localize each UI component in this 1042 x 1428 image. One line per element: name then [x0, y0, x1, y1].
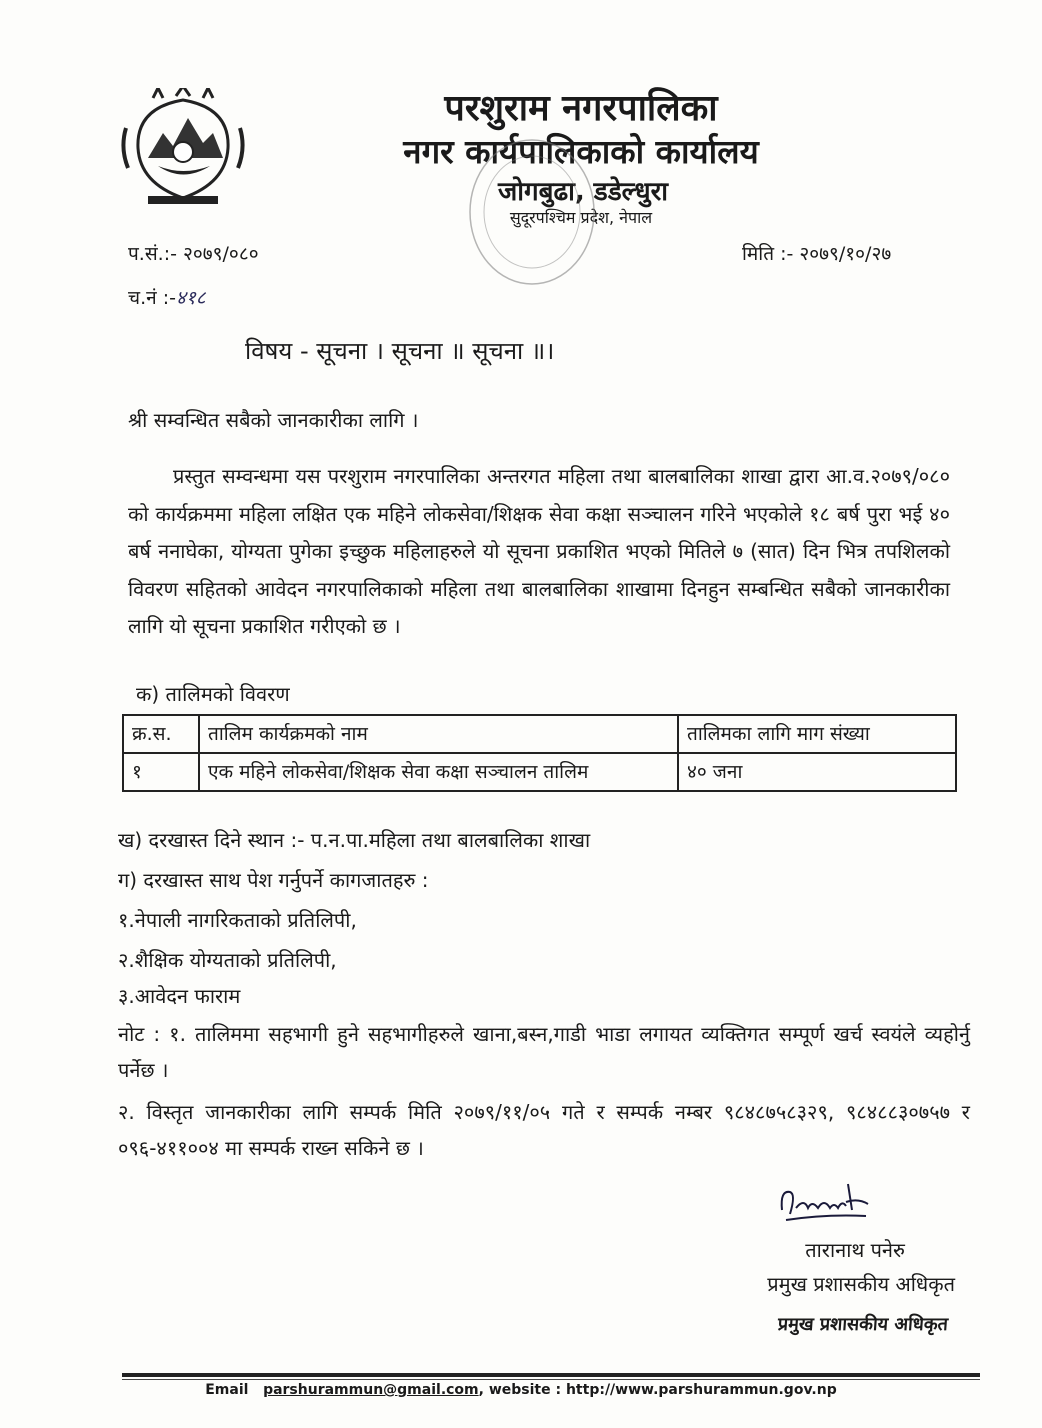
office-name: नगर कार्यपालिकाको कार्यालय	[403, 132, 759, 171]
dispatch-number	[128, 284, 206, 310]
subject-line: विषय - सूचना । सूचना ॥ सूचना ॥।	[245, 337, 555, 365]
website-link[interactable]: http://www.parshurammun.gov.np	[565, 1382, 837, 1398]
list-item: ३.आवेदन फाराम	[118, 984, 241, 1008]
note-2: २. विस्तृत जानकारीका लागि सम्पर्क मिति २०७९/११/०५ गते र सम्पर्क नम्बर ९८४८७५८३२९, ९८४८८३०७५७ र ०९६-४११००४ मा सम्पर्क राख्न सकिने छ ।	[118, 1100, 970, 1160]
signatory-title: प्रमुख प्रशासकीय अधिकृत	[767, 1272, 955, 1296]
municipality-name: परशुराम नगरपालिका	[444, 88, 718, 129]
table-row	[123, 753, 956, 791]
section-training-details: क) तालिमको विवरण	[136, 682, 290, 706]
table-header-cell: क्र.स.	[123, 715, 199, 753]
salutation: श्री सम्वन्धित सबैको जानकारीका लागि ।	[128, 408, 419, 432]
email-link[interactable]: parshurammun@gmail.com	[263, 1382, 479, 1398]
training-table	[122, 714, 957, 792]
table-header-row	[123, 715, 956, 753]
body-paragraph: प्रस्तुत सम्वन्धमा यस परशुराम नगरपालिका अन्तरगत महिला तथा बालबालिका शाखा द्वारा आ.व.२०७९/०८० को कार्यक्रममा महिला लक्षित एक महिने लोकसेवा/शिक्षक सेवा कक्षा सञ्चालन गरिने भएकोले १८ बर्ष पुरा भई ४० बर्ष ननाघेका, योग्यता पुगेका इच्छुक महिलाहरुले यो सूचना प्रकाशित भएको मितिले ७ (सात) दिन भित्र तपशिलको विवरण सहितको आवेदन नगरपालिकाको महिला तथा बालबालिका शाखामा दिनहुन सम्बन्धित सबैको जानकारीका लागि यो सूचना प्रकाशित गरीएको छ ।	[128, 464, 950, 638]
document-date: मिति :- २०७९/१०/२७	[742, 243, 892, 265]
office-stamp	[462, 132, 602, 292]
dispatch-value: ४१८	[175, 287, 206, 309]
reference-number: प.सं.:- २०७९/०८०	[128, 243, 259, 265]
website-label: website :	[488, 1382, 562, 1398]
application-place: ख) दरखास्त दिने स्थान :- प.न.पा.महिला तथा बालबालिका शाखा	[118, 828, 591, 852]
province-name: सुदूरपश्चिम प्रदेश, नेपाल	[509, 208, 653, 227]
table-cell: ४० जना	[678, 753, 956, 791]
table-header-cell: तालिम कार्यक्रमको नाम	[199, 715, 678, 753]
list-item: २.शैक्षिक योग्यताको प्रतिलिपी,	[118, 948, 337, 972]
list-item: १.नेपाली नागरिकताको प्रतिलिपी,	[118, 908, 357, 932]
office-location: जोगबुढा, डडेल्धुरा	[498, 177, 668, 207]
footer-divider	[122, 1373, 980, 1377]
table-cell: १	[123, 753, 199, 791]
footer-divider-thin	[122, 1379, 980, 1380]
signature	[776, 1180, 876, 1228]
email-label: Email	[205, 1382, 249, 1398]
note-1: नोट : १. तालिममा सहभागी हुने सहभागीहरुले खाना,बस्न,गाडी भाडा लगायत व्यक्तिगत सम्पूर्ण खर्च स्वयंले व्यहोर्नु पर्नेछ ।	[118, 1022, 970, 1082]
dispatch-label: च.नं :-	[128, 287, 176, 309]
table-cell: एक महिने लोकसेवा/शिक्षक सेवा कक्षा सञ्चालन तालिम	[199, 753, 678, 791]
required-documents-heading: ग) दरखास्त साथ पेश गर्नुपर्ने कागजातहरु :	[118, 868, 429, 892]
signatory-stamp: प्रमुख प्रशासकीय अधिकृत	[777, 1314, 949, 1335]
table-header-cell: तालिमका लागि माग संख्या	[678, 715, 956, 753]
signatory-name: तारानाथ पनेरु	[805, 1238, 905, 1262]
footer: Email parshurammun@gmail.com, website : http://www.parshurammun.gov.np	[205, 1382, 837, 1398]
